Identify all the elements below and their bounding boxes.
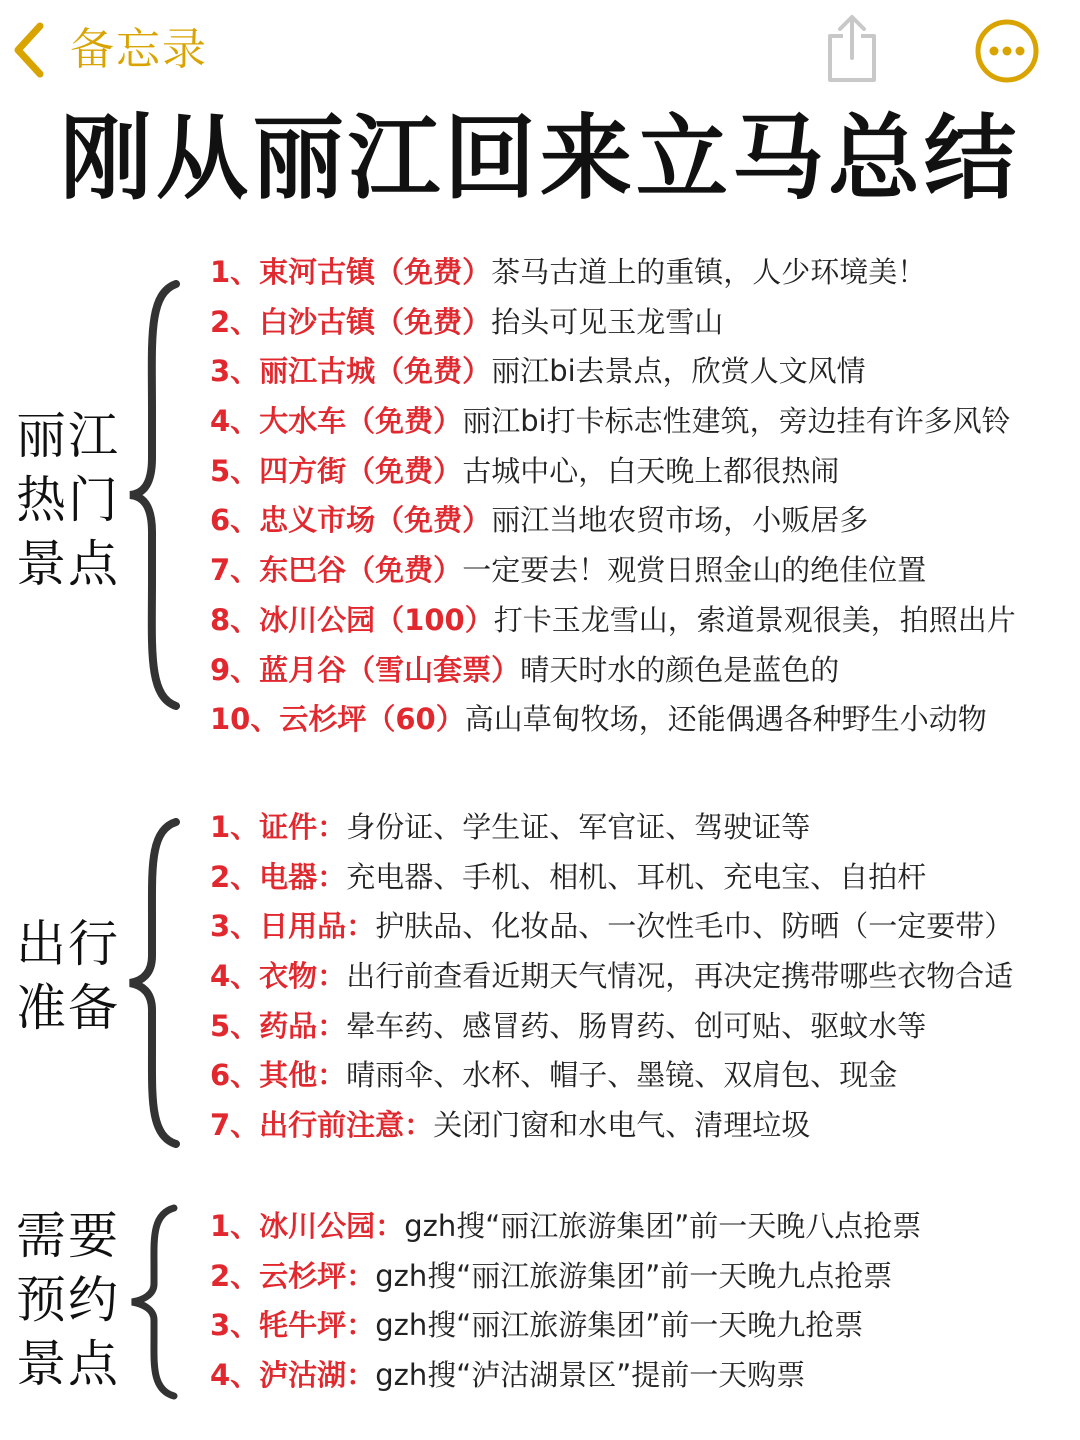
curly-brace-icon — [126, 818, 182, 1148]
list-item: 2、云杉坪：gzh搜“丽江旅游集团”前一天晚九点抢票 — [210, 1258, 893, 1293]
list-item: 1、束河古镇（免费）茶马古道上的重镇，人少环境美！ — [210, 255, 927, 289]
list-item: 6、其他：晴雨伞、水杯、帽子、墨镜、双肩包、现金 — [210, 1058, 898, 1093]
back-label: 备忘录 — [70, 24, 208, 75]
list-item: 1、证件：身份证、学生证、军官证、驾驶证等 — [210, 810, 811, 844]
list-item: 4、大水车（免费）丽江bi打卡标志性建筑，旁边挂有许多风铃 — [210, 404, 1011, 439]
back-button[interactable] — [10, 18, 208, 82]
list-item: 8、冰川公园（100）打卡玉龙雪山，索道景观很美，拍照出片 — [210, 602, 1016, 637]
reservation-list — [210, 1202, 921, 1401]
share-icon[interactable] — [822, 12, 882, 84]
list-item: 5、四方街（免费）古城中心，白天晚上都很热闹 — [210, 453, 840, 488]
list-item: 9、蓝月谷（雪山套票）晴天时水的颜色是蓝色的 — [210, 652, 840, 687]
list-item: 4、衣物：出行前查看近期天气情况，再决定携带哪些衣物合适 — [210, 959, 1014, 994]
list-item: 7、东巴谷（免费）一定要去！观赏日照金山的绝佳位置 — [210, 553, 927, 588]
page-title: 刚从丽江回来立马总结 — [59, 105, 1020, 212]
list-item: 2、白沙古镇（免费）抬头可见玉龙雪山 — [210, 304, 724, 339]
list-item: 6、忠义市场（免费）丽江当地农贸市场，小贩居多 — [210, 503, 869, 538]
list-item: 4、泸沽湖：gzh搜“泸沽湖景区”提前一天购票 — [210, 1358, 806, 1393]
list-item: 5、药品：晕车药、感冒药、肠胃药、创可贴、驱蚊水等 — [210, 1008, 927, 1043]
curly-brace-icon — [126, 1204, 182, 1400]
section-label: 出行 准备 — [16, 915, 120, 1037]
more-icon[interactable] — [974, 18, 1040, 84]
list-item: 10、云杉坪（60）高山草甸牧场，还能偶遇各种野生小动物 — [210, 702, 987, 737]
section-label: 需要 预约 景点 — [16, 1207, 120, 1393]
list-item: 1、冰川公园：gzh搜“丽江旅游集团”前一天晚八点抢票 — [210, 1209, 922, 1243]
list-item: 3、丽江古城（免费）丽江bi去景点，欣赏人文风情 — [210, 354, 866, 389]
hot-spots-list — [210, 248, 1016, 745]
chevron-left-icon — [10, 20, 50, 80]
list-item: 3、牦牛坪：gzh搜“丽江旅游集团”前一天晚九抢票 — [210, 1308, 864, 1343]
section-label: 丽江 热门 景点 — [16, 407, 120, 593]
travel-prep-list — [210, 803, 1013, 1151]
list-item: 2、电器：充电器、手机、相机、耳机、充电宝、自拍杆 — [210, 859, 927, 894]
navigation-bar — [0, 0, 1080, 100]
list-item: 3、日用品：护肤品、化妆品、一次性毛巾、防晒（一定要带） — [210, 909, 1014, 944]
list-item: 7、出行前注意：关闭门窗和水电气、清理垃圾 — [210, 1108, 811, 1143]
curly-brace-icon — [126, 280, 182, 710]
